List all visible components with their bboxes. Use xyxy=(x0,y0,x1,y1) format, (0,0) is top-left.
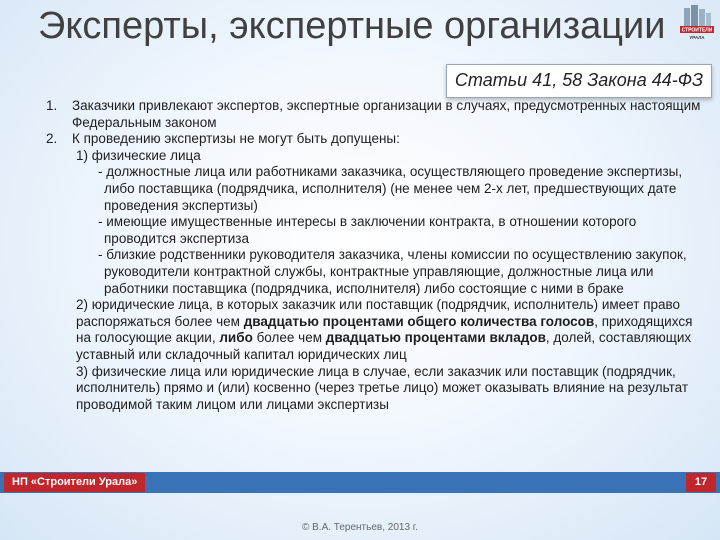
bullet-item: - имеющие имущественные интересы в заключении контракта, в отношении которого проводится экспертиза xyxy=(98,214,637,246)
list-number: 2. xyxy=(46,131,58,147)
list-item xyxy=(46,131,710,148)
sub-item-influence: 3) физические лица или юридические лица в случае, если заказчик или поставщик (подрядчик, исполнитель) прямо и (или) косвенно (через третье лицо) может оказывать влияние на результат проводимой таким лицом или лицами экспертизы xyxy=(76,363,689,412)
bold-run: двадцатью процентами общего количества голосов xyxy=(243,313,595,329)
bullet-item: - близкие родственники руководителя заказчика, члены комиссии по осуществлению закупок, руководители контрактной службы, контрактные управляющие, должностные лица или работники поставщика (подрядчика, исполнителя) либо состоящие с ними в браке xyxy=(98,247,687,296)
footer-organization: НП «Строители Урала» xyxy=(4,473,145,492)
copyright: © В.А. Терентьев, 2013 г. xyxy=(301,522,419,533)
text-run: , приходящихся на голосующие акции, xyxy=(76,313,693,346)
sub-item-legal-entities xyxy=(46,297,710,363)
building-logo-icon xyxy=(678,4,716,44)
text-run: 2) юридические лица, в которых заказчик или поставщик (подрядчик, исполнитель) имеет право распоряжаться более чем xyxy=(76,297,681,329)
slide-content xyxy=(46,98,710,413)
text-run: более чем xyxy=(252,330,326,346)
bullet-item: - должностные лица или работниками заказчика, осуществляющего проведение экспертизы, либо поставщика (подрядчика, исполнителя) (не менее чем 2-х лет, предшествующих дате проведения экспертизы) xyxy=(98,164,683,213)
page-number: 17 xyxy=(686,473,716,492)
list-number: 1. xyxy=(46,98,58,113)
list-text: К проведению экспертизы не могут быть допущены: xyxy=(72,131,400,147)
logo-text-top: СТРОИТЕЛИ xyxy=(681,27,713,34)
individuals-bullets xyxy=(46,164,710,297)
list-item xyxy=(46,98,710,131)
bold-run: двадцатью процентами вкладов xyxy=(325,330,546,346)
law-reference-box: Статьи 41, 58 Закона 44-ФЗ xyxy=(446,64,712,98)
list-text: Заказчики привлекают экспертов, экспертные организации в случаях, предусмотренных настоящим Федеральным законом xyxy=(72,98,701,130)
slide-title: Эксперты, экспертные организации xyxy=(38,5,666,47)
sub-heading-individuals: 1) физические лица xyxy=(76,147,201,163)
text-run: , долей, составляющих уставный или складочный капитал юридических лиц xyxy=(76,330,692,362)
bold-run: либо xyxy=(219,330,253,346)
logo-text-bottom: УРАЛА xyxy=(689,35,705,40)
